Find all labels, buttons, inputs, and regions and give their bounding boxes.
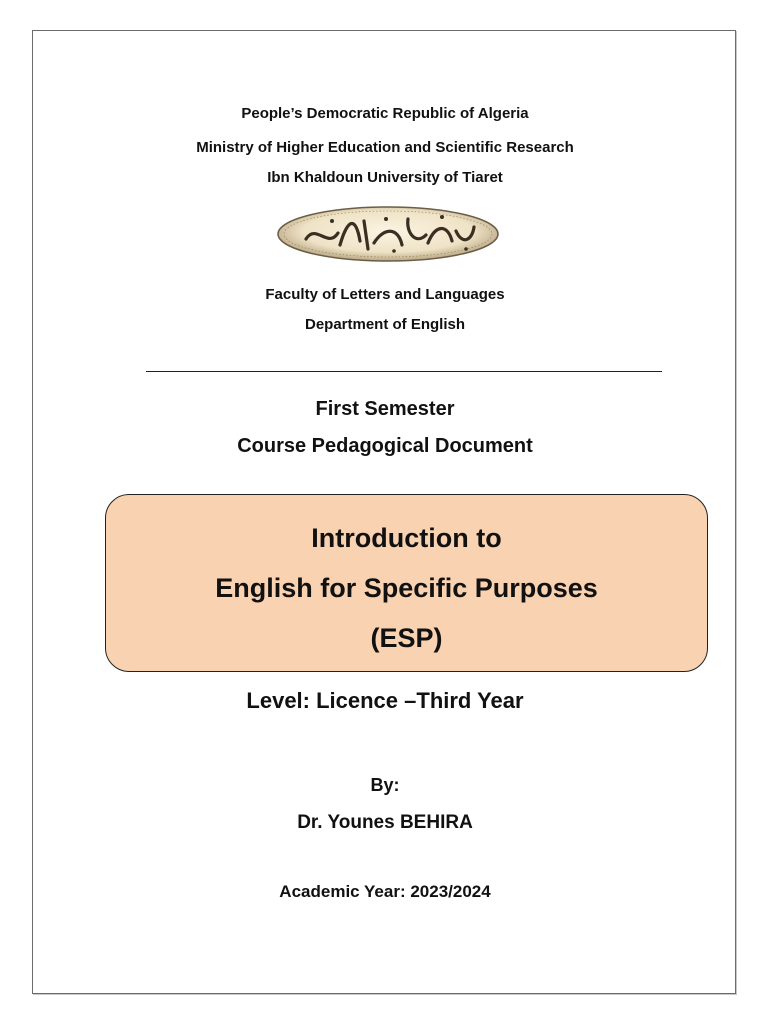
course-title-line1: Introduction to: [311, 523, 502, 553]
divider-line: [146, 371, 662, 372]
academic-year: Academic Year: 2023/2024: [279, 882, 491, 901]
country-name: People’s Democratic Republic of Algeria: [241, 105, 529, 122]
level-label: Level: Licence –Third Year: [246, 688, 524, 713]
department-name: Department of English: [304, 316, 465, 333]
university-logo: [276, 205, 500, 263]
course-title-box: [105, 494, 708, 672]
calligraphy-seal-icon: [276, 205, 500, 263]
author-name: Dr. Younes BEHIRA: [297, 812, 473, 833]
course-title-line3: (ESP): [370, 623, 443, 653]
document-type: Course Pedagogical Document: [237, 435, 533, 457]
university-name: Ibn Khaldoun University of Tiaret: [267, 169, 503, 186]
author-by-label: By:: [370, 775, 400, 795]
course-title-line2: English for Specific Purposes: [215, 573, 598, 603]
faculty-name: Faculty of Letters and Languages: [265, 286, 505, 303]
ministry-name: Ministry of Higher Education and Scientific Research: [196, 139, 574, 156]
semester-label: First Semester: [315, 398, 455, 420]
